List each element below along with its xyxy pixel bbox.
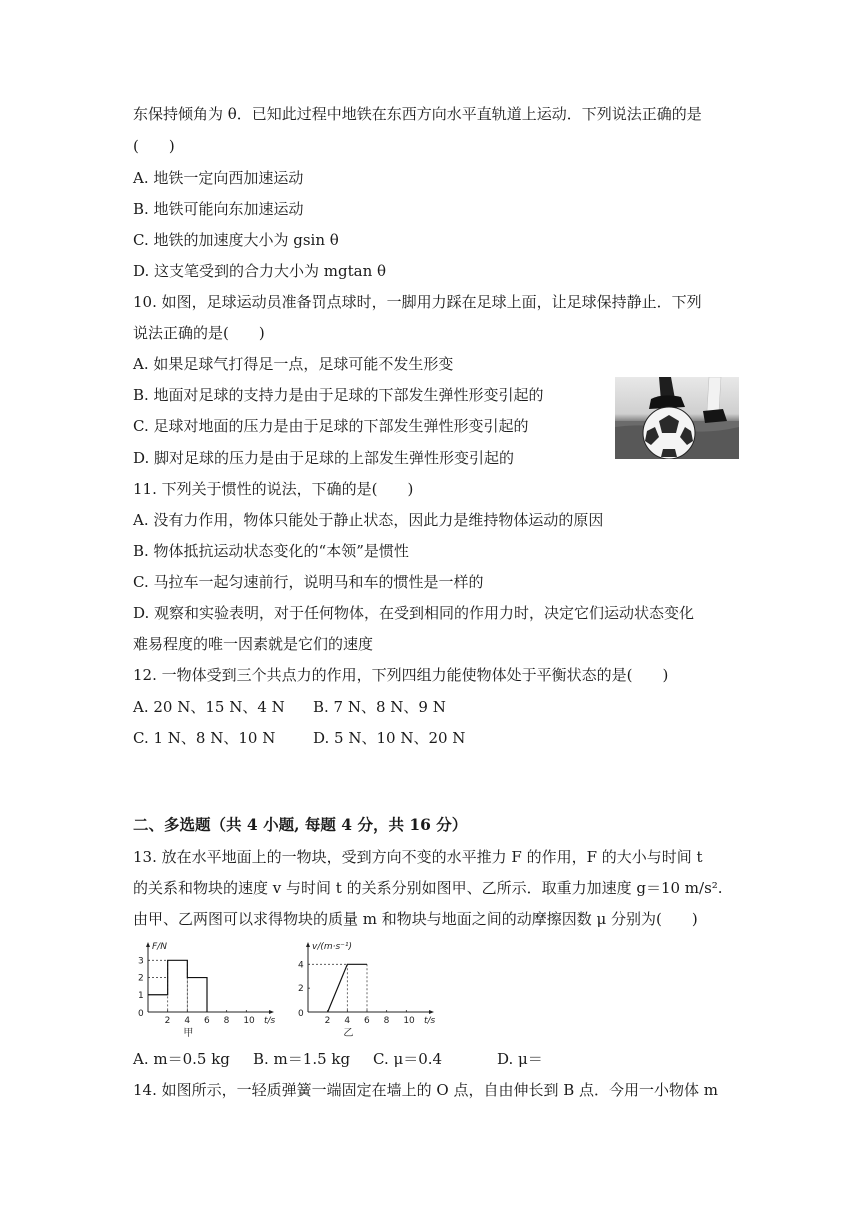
x-tick-label: 2	[164, 1016, 171, 1026]
graph-caption: 甲	[183, 1028, 194, 1039]
series-line	[148, 960, 207, 1012]
y-axis-label: v/(m·s⁻¹)	[312, 942, 353, 952]
y-tick-label: 2	[138, 973, 144, 984]
q13-option-b: B. m＝1.5 kg	[253, 1050, 351, 1068]
q13-option-a: A. m＝0.5 kg	[133, 1050, 230, 1068]
q9-option-b: B. 地铁可能向东加速运动	[133, 200, 304, 218]
football-photo	[615, 377, 739, 459]
q13-option-c: C. μ＝0.4	[373, 1050, 443, 1068]
q12-option-a: A. 20 N、15 N、4 N	[133, 698, 285, 716]
q11-option-d-cont: 难易程度的唯一因素就是它们的速度	[133, 635, 374, 653]
q9-option-d: D. 这支笔受到的合力大小为 mgtan θ	[133, 262, 387, 280]
force-time-graph	[128, 940, 278, 1040]
x-tick-label: 10	[243, 1016, 255, 1026]
x-tick-label: 10	[403, 1016, 415, 1026]
x-tick-label: 2	[324, 1016, 331, 1026]
q12-option-c: C. 1 N、8 N、10 N	[133, 729, 276, 747]
q13-stem-line2: 的关系和物块的速度 v 与时间 t 的关系分别如图甲、乙所示．取重力加速度 g＝10 m/s².	[133, 879, 723, 897]
origin-label: 0	[138, 1009, 144, 1019]
q9-stem-line2: ( )	[133, 137, 175, 155]
section-heading: 二、多选题（共 4 小题, 每题 4 分，共 16 分）	[133, 815, 468, 834]
q10-stem-line2: 说法正确的是( )	[133, 324, 265, 342]
q10-option-d: D. 脚对足球的压力是由于足球的上部发生弹性形变引起的	[133, 449, 515, 467]
q11-stem: 11. 下列关于惯性的说法，下确的是( )	[133, 480, 414, 498]
q11-option-c: C. 马拉车一起匀速前行，说明马和车的惯性是一样的	[133, 573, 484, 591]
x-tick-label: 6	[204, 1016, 210, 1026]
x-tick-label: 6	[364, 1016, 370, 1026]
q10-option-c: C. 足球对地面的压力是由于足球的下部发生弹性形变引起的	[133, 417, 529, 435]
graph-caption: 乙	[343, 1028, 354, 1039]
q14-stem-line1: 14. 如图所示，一轻质弹簧一端固定在墙上的 O 点，自由伸长到 B 点．今用一小物体 m	[133, 1081, 719, 1099]
y-axis-arrow	[146, 942, 150, 947]
x-tick-label: 4	[184, 1016, 191, 1026]
x-tick-label: 4	[344, 1016, 351, 1026]
velocity-time-graph	[288, 940, 438, 1040]
x-axis-arrow	[429, 1010, 434, 1014]
q12-option-b: B. 7 N、8 N、9 N	[313, 698, 446, 716]
q10-option-b: B. 地面对足球的支持力是由于足球的下部发生弹性形变引起的	[133, 386, 544, 404]
y-axis-arrow	[306, 942, 310, 947]
q11-option-d: D. 观察和实验表明，对于任何物体，在受到相同的作用力时，决定它们运动状态变化	[133, 604, 695, 622]
y-tick-label: 4	[298, 960, 304, 971]
y-tick-label: 3	[138, 956, 144, 967]
y-tick-label: 1	[138, 990, 144, 1001]
x-axis-label: t/s	[424, 1016, 436, 1026]
x-axis-arrow	[269, 1010, 274, 1014]
q12-stem: 12. 一物体受到三个共点力的作用，下列四组力能使物体处于平衡状态的是( )	[133, 666, 669, 684]
q9-option-a: A. 地铁一定向西加速运动	[133, 169, 304, 187]
q10-stem-line1: 10. 如图，足球运动员准备罚点球时，一脚用力踩在足球上面，让足球保持静止．下列	[133, 293, 702, 311]
q9-option-c: C. 地铁的加速度大小为 gsin θ	[133, 231, 339, 249]
q11-option-a: A. 没有力作用，物体只能处于静止状态，因此力是维持物体运动的原因	[133, 511, 604, 529]
x-tick-label: 8	[383, 1016, 390, 1026]
q13-stem-line3: 由甲、乙两图可以求得物块的质量 m 和物块与地面之间的动摩擦因数 μ 分别为( )	[133, 910, 698, 928]
q13-stem-line1: 13. 放在水平地面上的一物块，受到方向不变的水平推力 F 的作用，F 的大小与时间 t	[133, 848, 703, 866]
q13-option-d: D. μ＝	[497, 1050, 543, 1068]
x-axis-label: t/s	[264, 1016, 276, 1026]
origin-label: 0	[298, 1009, 304, 1019]
x-tick-label: 8	[223, 1016, 230, 1026]
y-axis-label: F/N	[152, 942, 167, 952]
y-tick-label: 2	[298, 984, 304, 995]
q9-stem-line1: 东保持倾角为 θ．已知此过程中地铁在东西方向水平直轨道上运动．下列说法正确的是	[133, 105, 702, 123]
q12-option-d: D. 5 N、10 N、20 N	[313, 729, 466, 747]
q10-option-a: A. 如果足球气打得足一点，足球可能不发生形变	[133, 355, 454, 373]
q11-option-b: B. 物体抵抗运动状态变化的“本领”是惯性	[133, 542, 409, 560]
